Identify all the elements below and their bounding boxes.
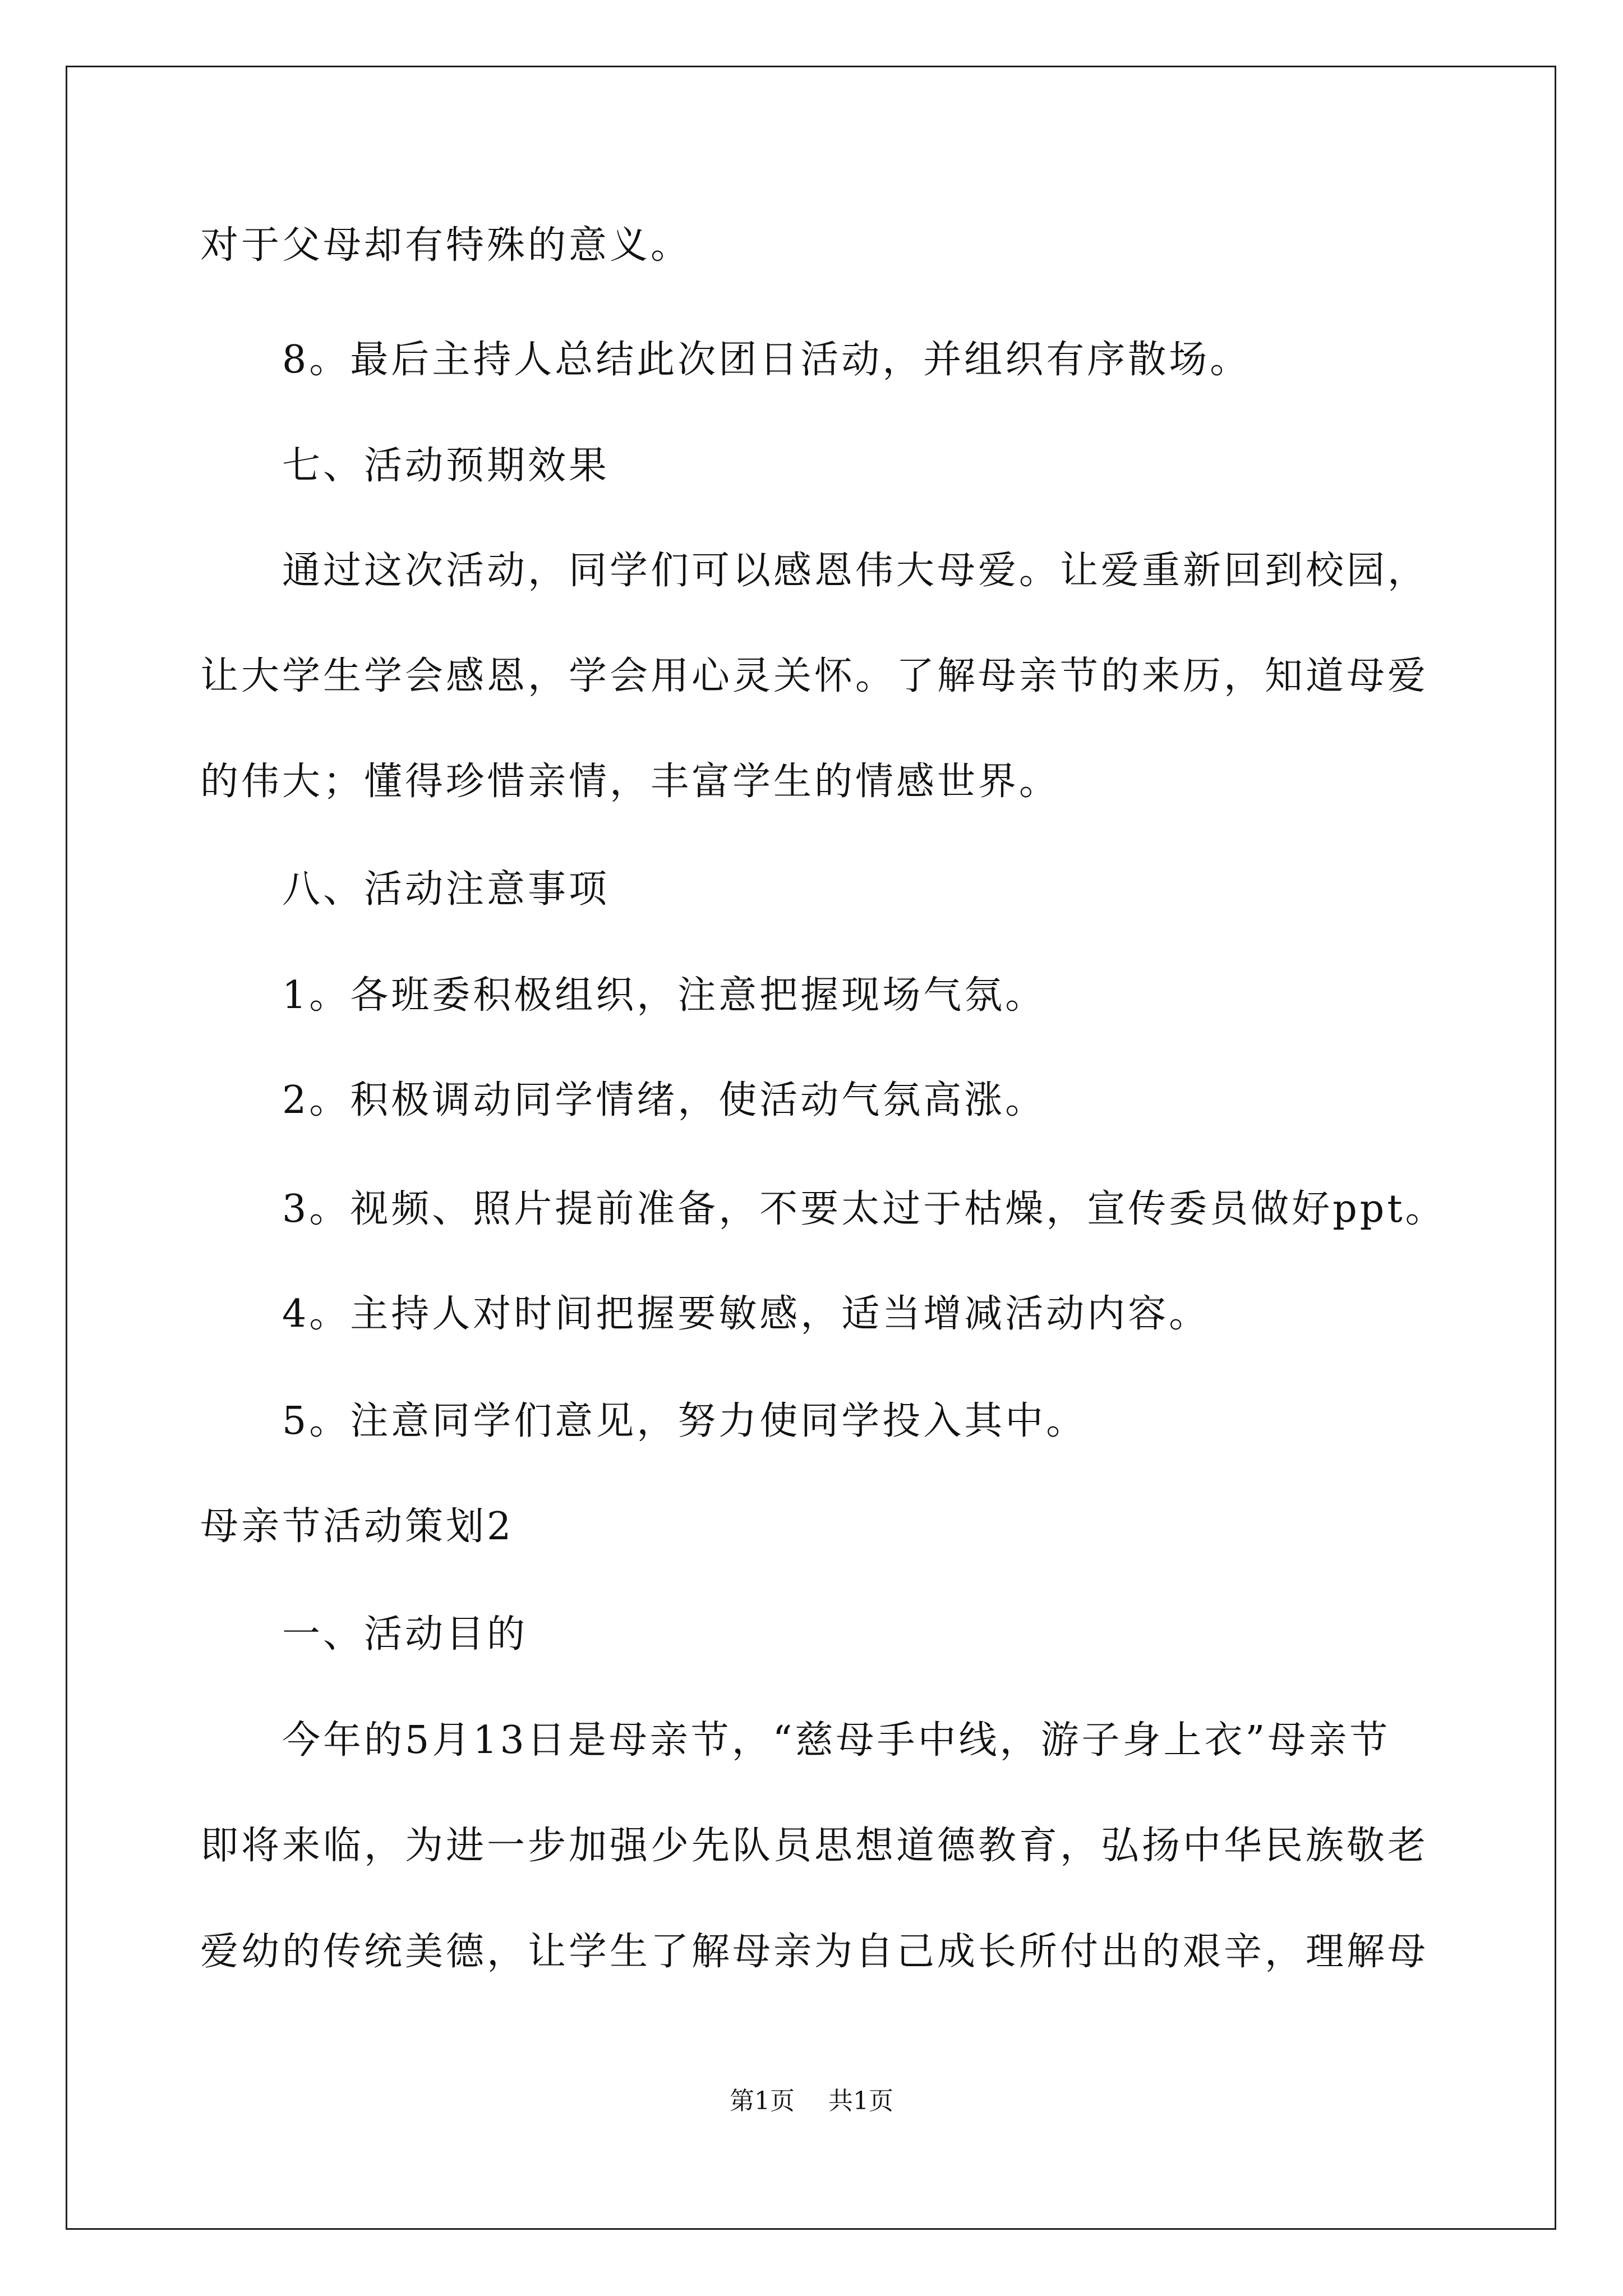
list-item: 4。主持人对时间把握要敏感，适当增减活动内容。 xyxy=(282,1292,1210,1336)
paragraph-line: 的伟大；懂得珍惜亲情，丰富学生的情感世界。 xyxy=(200,760,1061,804)
paragraph-line: 通过这次活动，同学们可以感恩伟大母爱。让爱重新回到校园， xyxy=(282,549,1429,593)
paragraph-line: 对于父母却有特殊的意义。 xyxy=(200,223,692,268)
section-heading: 七、活动预期效果 xyxy=(282,444,610,488)
paragraph-line: 爱幼的传统美德，让学生了解母亲为自己成长所付出的艰辛，理解母 xyxy=(200,1930,1429,1974)
list-item: 2。积极调动同学情绪，使活动气氛高涨。 xyxy=(282,1078,1046,1122)
paragraph-line: 让大学生学会感恩，学会用心灵关怀。了解母亲节的来历，知道母爱 xyxy=(200,654,1429,698)
page-number: 第1页 xyxy=(730,2087,795,2115)
paragraph-line: 8。最后主持人总结此次团日活动，并组织有序散场。 xyxy=(282,338,1251,382)
document-subtitle: 母亲节活动策划2 xyxy=(200,1504,514,1549)
list-item: 1。各班委积极组织，注意把握现场气氛。 xyxy=(282,973,1046,1018)
paragraph-line: 今年的5月13日是母亲节，“慈母手中线，游子身上衣”母亲节 xyxy=(282,1718,1391,1763)
list-item: 3。视频、照片提前准备，不要太过于枯燥，宣传委员做好ppt。 xyxy=(282,1187,1446,1231)
page-frame xyxy=(66,66,1556,2230)
section-heading: 八、活动注意事项 xyxy=(282,867,610,912)
paragraph-line: 即将来临，为进一步加强少先队员思想道德教育，弘扬中华民族敬老 xyxy=(200,1824,1429,1868)
section-heading: 一、活动目的 xyxy=(282,1612,528,1657)
page-footer xyxy=(0,2086,1623,2117)
page-total: 共1页 xyxy=(828,2087,893,2115)
list-item: 5。注意同学们意见，努力使同学投入其中。 xyxy=(282,1399,1087,1443)
